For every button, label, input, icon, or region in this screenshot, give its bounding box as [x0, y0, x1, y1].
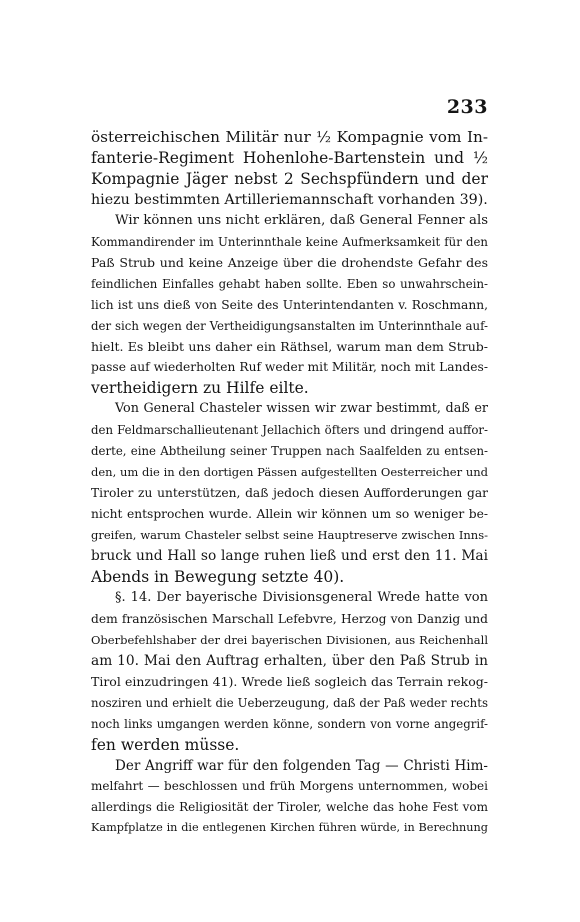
text-line: Kampfplatze in die entlegenen Kirchen führen würde, in Berechnung: [91, 821, 488, 835]
text-line: greifen, warum Chasteler selbst seine Hauptreserve zwischen Inns-: [91, 528, 488, 543]
text-line: nosziren und erhielt die Ueberzeugung, daß der Paß weder rechts: [91, 695, 488, 710]
text-line: den Feldmarschallieutenant Jellachich öfters und dringend auffor-: [91, 423, 488, 438]
text-line: Paß Strub und keine Anzeige über die drohendste Gefahr des: [91, 254, 488, 270]
text-line: österreichischen Militär nur ½ Kompagnie vom In-: [91, 128, 488, 146]
text-line: Abends in Bewegung setzte 40).: [91, 567, 345, 586]
text-line: bruck und Hall so lange ruhen ließ und erst den 11. Mai: [91, 548, 488, 564]
text-line: vertheidigern zu Hilfe eilte.: [91, 379, 309, 398]
text-line: der sich wegen der Vertheidigungsanstalten im Unterinnthale auf-: [91, 318, 488, 333]
text-line: lich ist uns dieß von Seite des Unterintendanten v. Roschmann,: [91, 297, 488, 312]
text-line: hielt. Es bleibt uns daher ein Räthsel, warum man dem Strub-: [91, 338, 488, 354]
text-line: fen werden müsse.: [91, 735, 240, 754]
text-line: den, um die in den dortigen Pässen aufgestellten Oesterreicher und: [91, 465, 488, 480]
text-line: feindlichen Einfalles gehabt haben sollte. Eben so unwahrschein-: [91, 276, 488, 291]
text-line: allerdings die Religiosität der Tiroler, welche das hohe Fest vom: [91, 800, 488, 815]
text-line: Kommandirender im Unterinnthale keine Aufmerksamkeit für den: [91, 234, 488, 249]
text-line: §. 14. Der bayerische Divisionsgeneral Wrede hatte von: [115, 589, 488, 605]
page-number: 233: [446, 96, 488, 118]
text-line: fanterie-Regiment Hohenlohe-Bartenstein und ½: [91, 148, 488, 167]
text-line: Der Angriff war für den folgenden Tag — Christi Him-: [115, 757, 488, 774]
text-line: passe auf wiederholten Ruf weder mit Militär, noch mit Landes-: [91, 360, 488, 375]
text-line: Tiroler zu unterstützen, daß jedoch diesen Aufforderungen gar: [91, 486, 488, 501]
text-line: noch links umgangen werden könne, sondern von vorne angegrif-: [91, 716, 488, 731]
text-line: derte, eine Abtheilung seiner Truppen nach Saalfelden zu entsen-: [91, 444, 488, 459]
text-line: Von General Chasteler wissen wir zwar bestimmt, daß er: [115, 401, 488, 417]
text-line: melfahrt — beschlossen und früh Morgens unternommen, wobei: [91, 779, 488, 794]
text-line: nicht entsprochen wurde. Allein wir können um so weniger be-: [91, 507, 488, 522]
text-line: Wir können uns nicht erklären, daß General Fenner als: [115, 212, 488, 228]
text-line: am 10. Mai den Auftrag erhalten, über den Paß Strub in: [91, 652, 488, 669]
text-line: Oberbefehlshaber der drei bayerischen Divisionen, aus Reichenhall: [91, 632, 488, 647]
text-line: dem französischen Marschall Lefebvre, Herzog von Danzig und: [91, 611, 488, 626]
text-line: Tirol einzudringen 41). Wrede ließ sogleich das Terrain rekog-: [91, 673, 488, 689]
text-line: Kompagnie Jäger nebst 2 Sechspfündern und der: [91, 169, 488, 188]
text-line: hiezu bestimmten Artilleriemannschaft vorhanden 39).: [91, 191, 488, 208]
